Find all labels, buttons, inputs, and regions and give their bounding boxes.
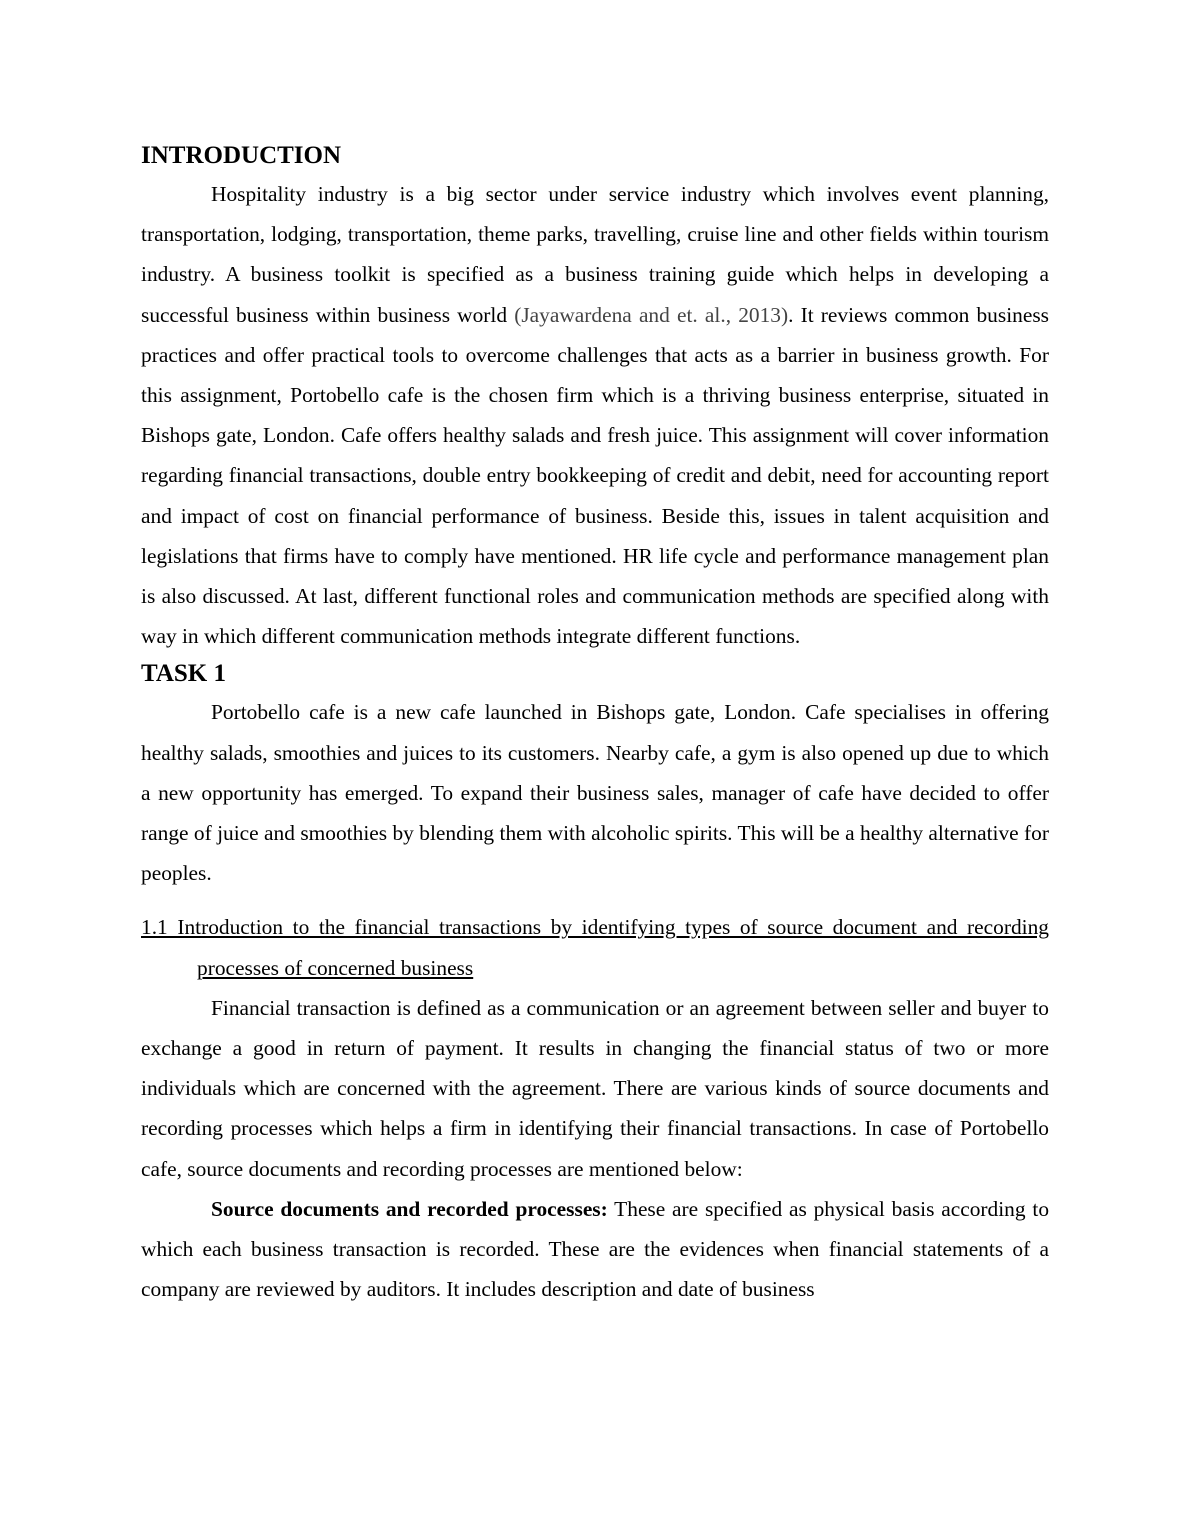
introduction-text-start: Hospitality industry is a big sector under service industry which involves event planning, transportation, lodging, transportation, theme parks, travelling, cruise line and other fields within tourism industry. A business toolkit is specified as a business training guide which helps in developing a successful business within business world [141, 182, 1049, 327]
task1-paragraph: Portobello cafe is a new cafe launched in Bishops gate, London. Cafe specialises in offering healthy salads, smoothies and juices to its customers. Nearby cafe, a gym is also opened up due to which a new opportunity has emerged. To expand their business sales, manager of cafe have decided to offer range of juice and smoothies by blending them with alcoholic spirits. This will be a healthy alternative for peoples. [141, 700, 1049, 886]
introduction-text-end: . It reviews common business practices and offer practical tools to overcome challenges that acts as a barrier in business growth. For this assignment, Portobello cafe is the chosen firm which is a thriving business enterprise, situated in Bishops gate, London. Cafe offers healthy salads and fresh juice. This assignment will cover information regarding financial transactions, double entry bookkeeping of credit and debit, need for accounting report and impact of cost on financial performance of business. Beside this, issues in talent acquisition and legislations that firms have to comply have mentioned. HR life cycle and performance management plan is also discussed. At last, different functional roles and communication methods are specified along with way in which different communication methods integrate different functions. [141, 302, 1049, 649]
source-documents-lead: Source documents and recorded processes: [211, 1196, 608, 1221]
source-documents-text: These are specified as physical basis according to which each business transaction is recorded. These are the evidences when financial statements of a company are reviewed by auditors. It includes description and date of business [141, 1196, 1050, 1302]
introduction-paragraph [141, 174, 1049, 656]
introduction-heading: INTRODUCTION [141, 142, 342, 169]
citation: (Jayawardena and et. al., 2013) [514, 302, 789, 327]
task1-heading: TASK 1 [141, 660, 226, 688]
source-documents-paragraph [141, 1189, 1049, 1310]
document-page [141, 138, 1049, 1309]
section-1-1-heading: 1.1 Introduction to the financial transactions by identifying types of source document and recording processes of concerned business [141, 915, 1049, 980]
financial-transaction-paragraph: Financial transaction is defined as a communication or an agreement between seller and buyer to exchange a good in return of payment. It results in changing the financial status of two or more individuals which are concerned with the agreement. There are various kinds of source documents and recording processes which helps a firm in identifying their financial transactions. In case of Portobello cafe, source documents and recording processes are mentioned below: [141, 995, 1049, 1181]
